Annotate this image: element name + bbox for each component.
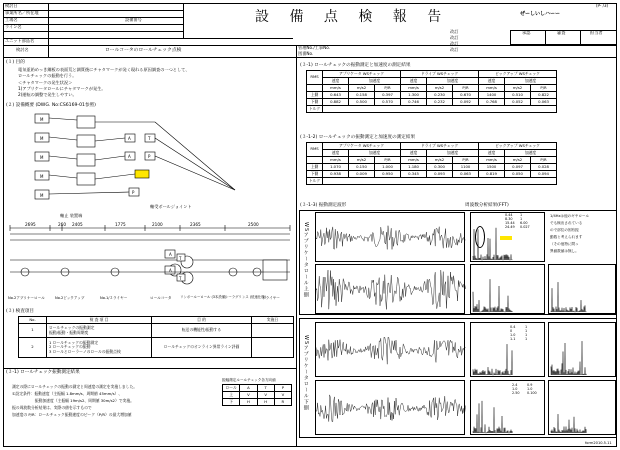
group-label: ピックアップ WSチェック xyxy=(479,143,557,150)
cell: 下 xyxy=(223,399,240,406)
col-header: 検 査 項 目 xyxy=(47,317,152,324)
readout-value: 8.30 xyxy=(505,216,513,221)
waveform-svg xyxy=(316,213,466,263)
readout-value: 24.49 xyxy=(505,224,515,229)
unit: P/R xyxy=(453,85,479,92)
row-vline xyxy=(296,45,297,57)
group-label: ドライブ WSチェック xyxy=(401,143,479,150)
readout-value: 1.0 xyxy=(512,386,518,391)
readout-value: 2.50 xyxy=(512,390,520,395)
row-label: 上側 xyxy=(307,92,323,99)
page-title: 設 備 点 検 報 告 xyxy=(255,9,450,25)
cell: 1400 xyxy=(479,92,505,99)
analysis-note xyxy=(548,212,616,262)
svg-text:A: A xyxy=(128,154,131,159)
fft-trace xyxy=(473,279,513,312)
row-date xyxy=(252,324,294,338)
row-no: 2 xyxy=(19,338,47,358)
readout-value: 1 xyxy=(525,336,528,341)
readout-value: 0.100 xyxy=(527,390,537,395)
sub-label: 加速度 xyxy=(505,150,557,157)
cell: 0.570 xyxy=(375,99,401,106)
sec4-line: 振動加速度（主振幅 19m/s2、周期値 30m/s2）で実施。 xyxy=(12,398,134,403)
sec4-heading: (３-1) ロールチェック振動測定結果 xyxy=(6,370,80,375)
cell: 0.094 xyxy=(531,171,557,178)
fft-svg xyxy=(471,265,546,315)
sensor-direction-table xyxy=(222,384,292,406)
cell: 1500 xyxy=(479,164,505,171)
svg-text:T: T xyxy=(179,276,182,281)
fft-svg xyxy=(471,323,546,378)
sec3-heading: (３) 検査項目 xyxy=(6,309,35,314)
office-label: 事業所名／所在地 xyxy=(5,10,39,15)
row-label: トルク xyxy=(307,178,323,185)
peak-circle xyxy=(475,226,485,248)
svg-text:T: T xyxy=(179,256,182,261)
hdr-vline xyxy=(48,3,49,45)
cell: 0.028 xyxy=(531,164,557,171)
readout-value: 6.00 xyxy=(520,220,528,225)
unit: mm/s xyxy=(479,85,505,92)
sec6-heading: (３-1-2) ロールチェックの振動測定と加速度の測定結果 xyxy=(300,135,416,140)
company-logo: ぜーしいしハーー xyxy=(520,11,561,17)
readout-value: 1.1 xyxy=(510,336,516,341)
hdr-line xyxy=(3,17,183,18)
sub-label: 加速度 xyxy=(349,150,401,157)
inspection-name-value: ロールコータのロールチェック点検 xyxy=(105,48,182,53)
fft-chart xyxy=(470,264,545,314)
col-header: No. xyxy=(19,317,47,324)
item-text: ロールチェックの振動測定 xyxy=(49,325,95,331)
equipment-name: ロールコータ xyxy=(150,296,172,300)
item-text: 振動/振動・振動周期変 xyxy=(49,329,89,335)
group-label: ピックアップ WSチェック xyxy=(479,71,557,78)
fft-svg xyxy=(549,323,617,378)
waveform-trace xyxy=(316,226,466,250)
col-header: A xyxy=(240,385,257,392)
line-label: ライン名 xyxy=(5,24,22,29)
group-label: ドライブ WSチェック xyxy=(401,71,479,78)
sub-label: 速度 xyxy=(401,150,427,157)
sensor-table-title: 振幅測定ルールチェック各方向値 xyxy=(222,378,276,382)
sec4-line: 加速度の P/R：ロールチェック振動速度のビーク（P/R）の最大増加値 xyxy=(12,412,132,417)
fft-readout xyxy=(525,326,527,342)
svg-text:T: T xyxy=(148,136,151,141)
cell: 0.063 xyxy=(453,171,479,178)
item-text: 2 ロールチェックの振動 xyxy=(49,344,91,350)
unit-spacer xyxy=(307,85,323,92)
sub-label: 加速度 xyxy=(349,78,401,85)
sec4-line: ①設定条件：振動速度（主振幅 1.8mm/s、周期値 45mm/s）、 xyxy=(12,391,123,396)
col-header: ロール xyxy=(223,385,240,392)
fft-heading: 周波数分析結果(FFT) xyxy=(465,203,509,208)
cell: 1.070 xyxy=(323,164,349,171)
cell: 1.180 xyxy=(401,164,427,171)
readout-value: 1.0 xyxy=(527,386,533,391)
cell: V xyxy=(257,392,274,399)
cell: R xyxy=(274,399,291,406)
note-line: 1/4Hzは他のギヤロール xyxy=(550,214,590,218)
row-label: 下側 xyxy=(307,171,323,178)
sec1-line: ロールチェックの振動を行う。 xyxy=(18,73,77,78)
note-line: でも検出されている xyxy=(550,221,583,225)
waveform-chart xyxy=(315,264,465,314)
unit-name-label: ユニット部品名 xyxy=(5,38,35,43)
sec4-line: 振の周波数分析結果は、実際の値を示すもので xyxy=(12,405,92,410)
row-date xyxy=(252,338,294,358)
vibration-table-1 xyxy=(306,70,557,113)
column-divider xyxy=(296,57,297,447)
unit-spacer xyxy=(307,157,323,164)
col-header: P xyxy=(274,385,291,392)
cell: 0.050 xyxy=(505,171,531,178)
roll-axis-label: 軸止 装置端 xyxy=(60,213,83,218)
cell: 0.345 xyxy=(401,171,427,178)
readout-value: 0.4 xyxy=(510,325,516,329)
hdr-line xyxy=(3,24,183,25)
cell: 0.510 xyxy=(505,92,531,99)
fft-chart xyxy=(470,322,545,377)
fft-trace xyxy=(473,344,513,375)
fft-svg xyxy=(549,381,617,436)
unit: P/R xyxy=(375,85,401,92)
section-line xyxy=(3,368,296,369)
unit: P/R xyxy=(531,85,557,92)
row-line xyxy=(3,57,617,58)
fft-chart xyxy=(548,322,616,377)
sec2-heading: (２) 設備概要 (DWG. No:CS6169-01参照) xyxy=(6,103,96,108)
readout-value: 1 xyxy=(525,332,528,337)
sub-label: 速度 xyxy=(401,78,427,85)
cell: 0.950 xyxy=(375,171,401,178)
joint-label: 軸受ボールジョイント xyxy=(150,204,192,209)
readout-value: 2.4 xyxy=(512,383,518,387)
hdr-vline xyxy=(183,3,184,38)
sub-label: 加速度 xyxy=(427,78,479,85)
sec1-line: 1)アプリケータロールにチャタマークが発生。 xyxy=(18,86,106,91)
unit: m/s2 xyxy=(349,157,375,164)
factory-label: 工場名 xyxy=(5,17,18,22)
sec1-line: ＜チャタマークの発生状況＞ xyxy=(18,80,73,85)
row-vline xyxy=(48,45,49,57)
readout-value: 1.0 xyxy=(510,332,516,337)
waveform-trace xyxy=(316,337,466,364)
note-line: 異値数値は無し。 xyxy=(550,249,579,253)
cell: V xyxy=(274,392,291,399)
cell: 0.230 xyxy=(427,92,453,99)
sub-label: 速度 xyxy=(323,150,349,157)
svg-text:A: A xyxy=(169,268,172,273)
form-number: (P- /3) xyxy=(596,3,609,8)
cell: 1.300 xyxy=(401,92,427,99)
equipment-name: ドライヤー xyxy=(262,296,280,300)
svg-text:A: A xyxy=(128,136,131,141)
drawing-no-label: 図番No. xyxy=(298,51,314,56)
cell: 0.882 xyxy=(323,99,349,106)
svg-text:A: A xyxy=(169,252,172,257)
unit: m/s2 xyxy=(505,85,531,92)
cell: 0.232 xyxy=(427,99,453,106)
row-items xyxy=(47,338,152,358)
cell: 0.643 xyxy=(323,92,349,99)
fft-readout xyxy=(510,326,515,342)
sub-label: 速度 xyxy=(479,78,505,85)
sec1-line: 電気亜鉛めっき鋼板の表面荒と調質後にチャタマークが発く現れる原因調査の一つとして、 xyxy=(18,67,190,72)
dimension: 260 xyxy=(58,222,66,227)
fft-chart xyxy=(548,380,616,435)
waveform-trace xyxy=(316,270,466,309)
row-label: 下側 xyxy=(307,99,323,106)
readout-value: 15.44 xyxy=(505,220,515,225)
fft-readout xyxy=(520,214,530,230)
row-items xyxy=(47,324,152,338)
unit: m/s2 xyxy=(427,85,453,92)
inspection-items-table xyxy=(18,316,294,358)
unit: P/R xyxy=(531,157,557,164)
equipment-name: No.2ピックアップ xyxy=(55,296,85,300)
upper-roll-label: WSアプリケータロール上側 xyxy=(302,222,309,299)
highlight-marker xyxy=(500,236,512,240)
cell: 1.000 xyxy=(375,164,401,171)
group-label: アプリケータ WSチェック xyxy=(323,71,401,78)
fft-readout xyxy=(505,214,515,230)
hdr-line xyxy=(3,31,183,32)
revision-label: 改訂 xyxy=(450,41,459,46)
readout-value: 0.027 xyxy=(520,224,530,229)
cell: 0.097 xyxy=(505,164,531,171)
rms-label: RMS xyxy=(307,71,323,85)
sec1-line: 2)運転の調整で発生しやすい。 xyxy=(18,92,77,97)
readout-value: 0 xyxy=(510,328,513,333)
note-line: 動数と考えられます xyxy=(550,235,583,239)
svg-text:M: M xyxy=(40,174,44,179)
svg-text:M: M xyxy=(40,155,44,160)
dimension: 1775 xyxy=(115,222,126,227)
waveform-chart xyxy=(315,380,465,435)
row-label: 上側 xyxy=(307,164,323,171)
svg-text:M: M xyxy=(40,117,44,122)
unit: m/s2 xyxy=(427,157,453,164)
fft-chart xyxy=(548,264,616,314)
readout-value: 0.44 xyxy=(505,213,513,217)
cell: 1100 xyxy=(453,164,479,171)
readout-value: 1 xyxy=(520,213,523,217)
fft-readout xyxy=(512,384,520,396)
svg-text:M: M xyxy=(40,193,44,198)
waveform-svg xyxy=(316,265,466,315)
date-label: 検討日 xyxy=(5,3,18,8)
item-text: 1 ロールチェックの振動測定 xyxy=(49,339,98,345)
cell: 0.063 xyxy=(531,99,557,106)
cell: 0.670 xyxy=(453,92,479,99)
lower-roll-label: WSアプリケータロール下側 xyxy=(302,335,309,412)
dimension: 2405 xyxy=(72,222,83,227)
unit: P/R xyxy=(453,157,479,164)
cell: H xyxy=(257,399,274,406)
waveform-chart xyxy=(315,212,465,262)
unit: P/R xyxy=(375,157,401,164)
row-label: トルク xyxy=(307,106,323,113)
waveform-chart xyxy=(315,322,465,377)
sub-label: 速度 xyxy=(323,78,349,85)
form-version: form2010.5.11 xyxy=(585,441,612,445)
equipment-number-label: 設備番号 xyxy=(125,17,142,22)
svg-text:M: M xyxy=(40,136,44,141)
cell: 0.397 xyxy=(375,92,401,99)
approval-vline xyxy=(580,30,581,45)
sub-label: 加速度 xyxy=(505,78,557,85)
revision-label: 改訂 xyxy=(450,29,459,34)
approve-label: 承認 xyxy=(522,30,531,35)
cell xyxy=(323,178,557,185)
cell: 上 xyxy=(223,392,240,399)
vibration-table-2 xyxy=(306,142,557,185)
equipment-name: シーラグリンス (低速仕様) xyxy=(225,295,266,299)
cell: 0.158 xyxy=(349,92,375,99)
waveform-svg xyxy=(316,323,466,378)
note-line: （その他特に問っ xyxy=(550,242,579,246)
author-label: 担当者 xyxy=(590,30,603,35)
svg-text:P: P xyxy=(148,154,151,159)
sec4-line: 測定の際にロールチェックの振動の測定と周速度の測定を実施しました。 xyxy=(12,384,138,389)
equipment-name: No.2アプリケーロール xyxy=(8,296,45,300)
cell: 0.500 xyxy=(349,99,375,106)
cell xyxy=(323,106,557,113)
cell: H xyxy=(240,399,257,406)
equipment-name: No.1/２ライヤー xyxy=(100,296,128,300)
dimension: 2365 xyxy=(190,222,201,227)
col-header: T xyxy=(257,385,274,392)
dimension: 2100 xyxy=(152,222,163,227)
col-header: 目 的 xyxy=(152,317,252,324)
cell: 0.092 xyxy=(453,99,479,106)
manager-no-label: 管理No./工事No. xyxy=(298,45,331,50)
cell: 0.300 xyxy=(427,164,453,171)
unit: mm/s xyxy=(479,157,505,164)
readout-value: 0.9 xyxy=(527,383,533,387)
fft-trace xyxy=(473,401,513,433)
fft-svg xyxy=(549,265,617,315)
fft-trace xyxy=(551,341,587,375)
waveform-trace xyxy=(316,395,466,422)
group-label: アプリケータ WSチェック xyxy=(323,143,401,150)
row-no: 1 xyxy=(19,324,47,338)
cell: V xyxy=(240,392,257,399)
hdr-line xyxy=(3,38,293,39)
waveform-svg xyxy=(316,381,466,436)
approval-vline xyxy=(545,30,546,45)
unit: mm/s xyxy=(323,157,349,164)
dimension: 2695 xyxy=(25,222,36,227)
cell: 0.009 xyxy=(349,171,375,178)
unit: mm/s xyxy=(401,157,427,164)
fft-readout xyxy=(527,384,537,396)
cell: 0.052 xyxy=(505,99,531,106)
revision-label: 改訂 xyxy=(450,35,459,40)
fft-trace xyxy=(551,282,587,312)
cell: 0.938 xyxy=(323,171,349,178)
unit: mm/s xyxy=(401,85,427,92)
svg-text:P: P xyxy=(132,190,135,195)
cell: 0.768 xyxy=(479,99,505,106)
review-label: 審査 xyxy=(557,30,566,35)
cell: 0.150 xyxy=(349,164,375,171)
unit: m/s2 xyxy=(505,157,531,164)
equipment-name: リンボールーロール (3本設備) xyxy=(180,295,227,299)
sec7-heading: (３-1-3) 振動測定波形 xyxy=(300,203,347,208)
sec5-heading: (３-1) ロールチェックの振動測定と加速度の測定結果 xyxy=(300,63,411,68)
cell: 0.822 xyxy=(531,92,557,99)
sec1-heading: (１) 目的 xyxy=(6,60,25,65)
fft-trace xyxy=(551,414,587,433)
col-header: 実施日 xyxy=(252,317,294,324)
unit: mm/s xyxy=(323,85,349,92)
unit: m/s2 xyxy=(349,85,375,92)
cell: 0.093 xyxy=(427,171,453,178)
row-purpose: ロールチェックのオンライン異常ライン評価 xyxy=(152,338,252,358)
dimension: 2500 xyxy=(248,222,259,227)
row-purpose: 転送の機能性/振動する xyxy=(152,324,252,338)
inspection-name-label: 検討名 xyxy=(16,47,29,52)
note-line: ので部位の固有振 xyxy=(550,228,579,232)
sub-label: 速度 xyxy=(479,150,505,157)
readout-value: 1 xyxy=(520,216,523,221)
item-text: 3 ロールとローラーノのロールの振動点検 xyxy=(49,348,121,354)
readout-value: 1 xyxy=(525,328,528,333)
cell: 0.819 xyxy=(479,171,505,178)
revision-label: 改訂 xyxy=(450,47,459,52)
cell: 0.746 xyxy=(401,99,427,106)
readout-value: 1 xyxy=(525,325,528,329)
sub-label: 加速度 xyxy=(427,150,479,157)
rms-label: RMS xyxy=(307,143,323,157)
